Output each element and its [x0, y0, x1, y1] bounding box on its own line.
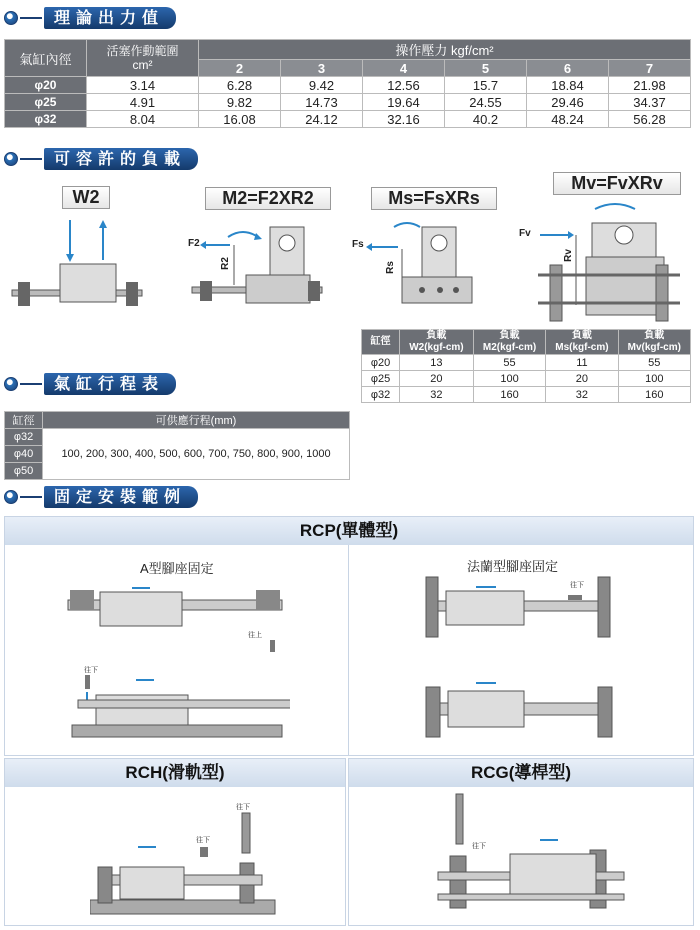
section-header-force — [4, 7, 176, 29]
bore-header: 缸徑 — [5, 412, 43, 429]
bore-cell: φ25 — [362, 371, 400, 387]
table-row — [5, 94, 691, 111]
section-header-stroke — [4, 373, 176, 395]
force-cell: 24.12 — [281, 111, 363, 128]
load-cell: 13 — [400, 355, 474, 371]
force-cell: 29.46 — [527, 94, 609, 111]
pressure-col-header: 7 — [609, 60, 691, 77]
force-cell: 56.28 — [609, 111, 691, 128]
label-rv: Rv — [562, 249, 574, 262]
load-cell: 100 — [618, 371, 690, 387]
section-title: 固定安裝範例 — [44, 486, 198, 508]
force-cell: 40.2 — [445, 111, 527, 128]
formula-m2: M2=F2XR2 — [205, 187, 331, 210]
force-cell: 14.73 — [281, 94, 363, 111]
force-cell: 15.7 — [445, 77, 527, 94]
load-col-header: 負載 W2(kgf-cm) — [400, 330, 474, 355]
bore-cell: φ32 — [5, 111, 87, 128]
section-title: 理論出力值 — [44, 7, 176, 29]
label-rs: Rs — [384, 261, 396, 274]
load-cell: 160 — [618, 387, 690, 403]
force-cell: 19.64 — [363, 94, 445, 111]
load-table — [361, 329, 691, 403]
bullet-icon — [4, 11, 18, 25]
table-row — [5, 77, 691, 94]
bore-cell: φ20 — [362, 355, 400, 371]
load-mv-diagram — [520, 195, 685, 325]
load-cell: 100 — [473, 371, 545, 387]
pressure-col-header: 5 — [445, 60, 527, 77]
load-col-header: 負載 M2(kgf-cm) — [473, 330, 545, 355]
formula-ms: Ms=FsXRs — [371, 187, 497, 210]
force-cell: 16.08 — [199, 111, 281, 128]
bore-cell: φ20 — [5, 77, 87, 94]
rcp-a-label: A型腳座固定 — [140, 561, 214, 576]
load-cell: 55 — [473, 355, 545, 371]
pressure-header: 操作壓力 kgf/cm² — [199, 40, 691, 60]
down-label: 往下 — [472, 843, 486, 850]
section-title: 可容許的負載 — [44, 148, 198, 170]
area-header: 活塞作動範圍 cm² — [87, 40, 199, 77]
label-fs: Fs — [352, 239, 364, 250]
rch-title: RCH(滑軌型) — [5, 759, 345, 787]
stroke-values: 100, 200, 300, 400, 500, 600, 700, 750, 800, 900, 1000 — [43, 429, 350, 480]
load-cell: 32 — [546, 387, 618, 403]
force-table — [4, 39, 691, 128]
load-cell: 20 — [400, 371, 474, 387]
section-header-mount — [4, 486, 198, 508]
formula-w2: W2 — [62, 186, 110, 209]
force-cell: 12.56 — [363, 77, 445, 94]
force-cell: 18.84 — [527, 77, 609, 94]
table-row — [362, 387, 691, 403]
force-cell: 24.55 — [445, 94, 527, 111]
up-label: 往上 — [248, 632, 262, 639]
force-cell: 32.16 — [363, 111, 445, 128]
force-cell: 48.24 — [527, 111, 609, 128]
force-cell: 9.82 — [199, 94, 281, 111]
bullet-icon — [4, 490, 18, 504]
bore-header: 缸徑 — [362, 330, 400, 355]
bore-cell: φ40 — [5, 446, 43, 463]
pressure-col-header: 4 — [363, 60, 445, 77]
stroke-header: 可供應行程(mm) — [43, 412, 350, 429]
bullet-icon — [4, 377, 18, 391]
pressure-col-header: 6 — [527, 60, 609, 77]
table-row — [362, 355, 691, 371]
rcp-title: RCP(單體型) — [5, 517, 693, 545]
down-label: 往下 — [196, 837, 210, 844]
load-cell: 160 — [473, 387, 545, 403]
down-label: 往下 — [570, 582, 584, 589]
load-cell: 55 — [618, 355, 690, 371]
down-label: 往下 — [236, 804, 250, 811]
bore-cell: φ25 — [5, 94, 87, 111]
pressure-col-header: 3 — [281, 60, 363, 77]
load-cell: 11 — [546, 355, 618, 371]
load-ms-diagram — [352, 215, 482, 310]
label-r2: R2 — [219, 257, 231, 270]
rch-diagram — [90, 805, 280, 920]
formula-mv: Mv=FvXRv — [553, 172, 681, 195]
rcg-title: RCG(導桿型) — [349, 759, 693, 787]
force-cell: 34.37 — [609, 94, 691, 111]
load-col-header: 負載 Mv(kgf-cm) — [618, 330, 690, 355]
area-cell: 4.91 — [87, 94, 199, 111]
rcg-diagram — [430, 790, 630, 915]
load-cell: 20 — [546, 371, 618, 387]
table-row — [5, 111, 691, 128]
section-header-load — [4, 148, 198, 170]
bore-cell: φ32 — [5, 429, 43, 446]
section-title: 氣缸行程表 — [44, 373, 176, 395]
down-label: 往下 — [84, 667, 98, 674]
bore-header: 氣缸內徑 — [5, 40, 87, 77]
force-cell: 21.98 — [609, 77, 691, 94]
force-cell: 6.28 — [199, 77, 281, 94]
load-col-header: 負載 Ms(kgf-cm) — [546, 330, 618, 355]
rcp-flange-label: 法蘭型腳座固定 — [467, 559, 559, 574]
bore-cell: φ50 — [5, 463, 43, 480]
bore-cell: φ32 — [362, 387, 400, 403]
bullet-icon — [4, 152, 18, 166]
load-m2-diagram — [188, 215, 328, 315]
area-cell: 8.04 — [87, 111, 199, 128]
rcp-a-diagram — [60, 580, 290, 745]
label-f2: F2 — [188, 238, 200, 249]
pressure-col-header: 2 — [199, 60, 281, 77]
table-row — [362, 371, 691, 387]
rcp-flange-diagram — [420, 575, 620, 745]
load-cell: 32 — [400, 387, 474, 403]
stroke-table — [4, 411, 350, 480]
force-cell: 9.42 — [281, 77, 363, 94]
load-w2-diagram — [8, 210, 148, 310]
area-cell: 3.14 — [87, 77, 199, 94]
label-fv: Fv — [519, 228, 531, 239]
